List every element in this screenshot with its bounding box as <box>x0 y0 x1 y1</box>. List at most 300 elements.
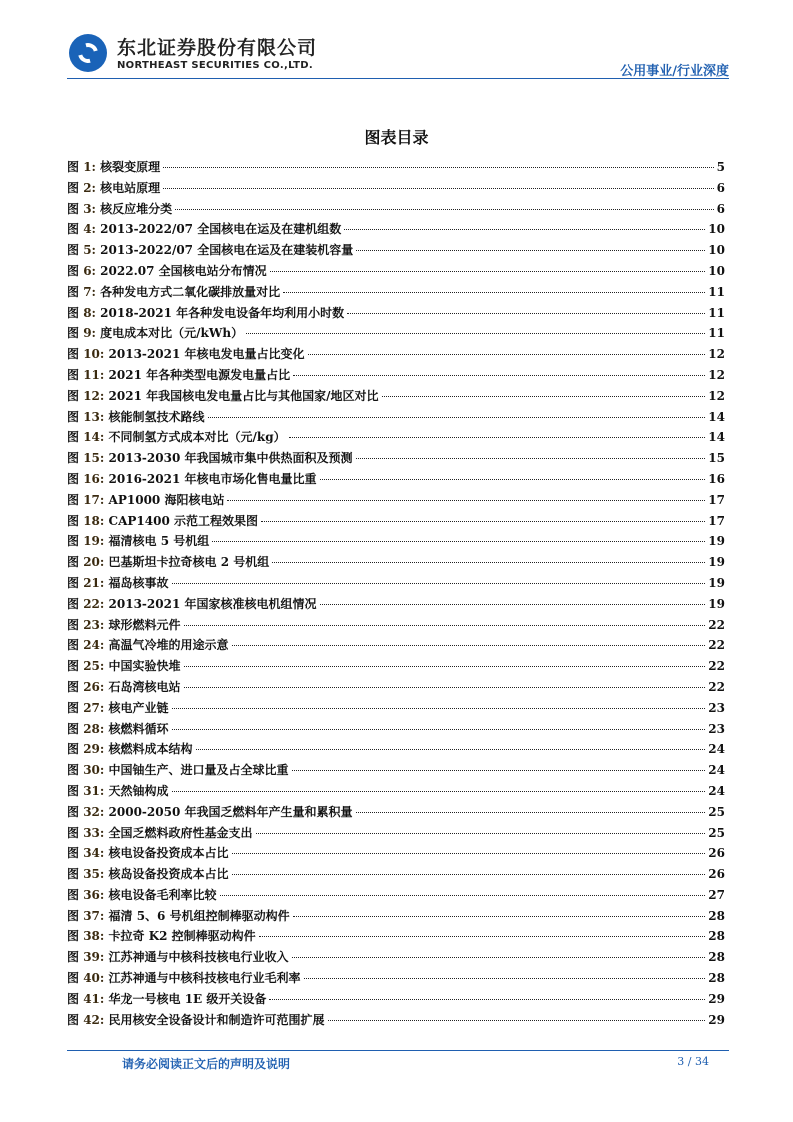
toc-entry[interactable] <box>67 449 725 470</box>
entry-title: 核电设备投资成本占比 <box>108 846 229 861</box>
entry-label <box>67 200 172 217</box>
entry-page: 12 <box>708 367 725 382</box>
entry-title: 球形燃料元件 <box>108 617 181 632</box>
entry-number: 2: <box>83 180 96 195</box>
company-name-en: NORTHEAST SECURITIES CO.,LTD. <box>117 60 313 71</box>
toc-entry[interactable] <box>67 428 725 449</box>
dot-leader <box>232 645 706 646</box>
toc-entry[interactable] <box>67 574 725 595</box>
entry-page: 24 <box>708 783 725 798</box>
entry-title: 高温气冷堆的用途示意 <box>108 638 229 653</box>
entry-prefix: 图 <box>67 367 80 382</box>
entry-prefix: 图 <box>67 617 80 632</box>
entry-number: 12: <box>83 388 105 403</box>
dot-leader <box>184 687 706 688</box>
entry-page: 28 <box>708 908 725 923</box>
entry-number: 18: <box>83 513 105 528</box>
entry-prefix: 图 <box>67 263 80 278</box>
entry-prefix: 图 <box>67 1012 80 1027</box>
entry-page: 6 <box>716 180 725 195</box>
entry-page: 29 <box>708 991 725 1006</box>
dot-leader <box>163 167 713 168</box>
dot-leader <box>356 458 706 459</box>
entry-page: 11 <box>708 305 725 320</box>
entry-title: 2013-2030 年我国城市集中供热面积及预测 <box>108 451 353 466</box>
entry-prefix: 图 <box>67 825 80 840</box>
entry-title: 核能制氢技术路线 <box>108 409 205 424</box>
dot-leader <box>293 916 706 917</box>
entry-page: 22 <box>708 659 725 674</box>
entry-label <box>67 387 379 404</box>
toc-entry[interactable] <box>67 720 725 741</box>
entry-number: 26: <box>83 679 105 694</box>
entry-title: 华龙一号核电 1E 级开关设备 <box>108 991 267 1006</box>
toc-entry[interactable] <box>67 366 725 387</box>
entry-prefix: 图 <box>67 700 80 715</box>
entry-number: 41: <box>83 991 105 1006</box>
entry-title: 2018-2021 年各种发电设备年均利用小时数 <box>100 305 345 320</box>
entry-label <box>67 262 267 279</box>
entry-number: 4: <box>83 222 96 237</box>
entry-number: 38: <box>83 929 105 944</box>
toc-entry[interactable] <box>67 657 725 678</box>
toc-entry[interactable] <box>67 262 725 283</box>
entry-prefix: 图 <box>67 555 80 570</box>
entry-prefix: 图 <box>67 201 80 216</box>
company-logo-icon <box>69 34 107 72</box>
entry-label <box>67 969 301 986</box>
toc-entry[interactable] <box>67 345 725 366</box>
entry-prefix: 图 <box>67 492 80 507</box>
entry-page: 10 <box>708 222 725 237</box>
entry-title: 卡拉奇 K2 控制棒驱动构件 <box>108 929 256 944</box>
toc-entry[interactable] <box>67 678 725 699</box>
entry-prefix: 图 <box>67 451 80 466</box>
entry-label <box>67 179 160 196</box>
entry-number: 28: <box>83 721 105 736</box>
entry-label <box>67 345 305 362</box>
entry-title: 2013-2021 年国家核准核电机组情况 <box>108 596 317 611</box>
entry-label <box>67 1011 325 1028</box>
dot-leader <box>212 541 705 542</box>
entry-title: 核燃料循环 <box>108 721 169 736</box>
entry-page: 19 <box>708 534 725 549</box>
toc-entry[interactable] <box>67 470 725 491</box>
entry-page: 28 <box>708 971 725 986</box>
entry-title: 江苏神通与中核科技核电行业收入 <box>108 950 289 965</box>
dot-leader <box>184 625 706 626</box>
entry-title: 2021 年各种类型电源发电量占比 <box>108 367 291 382</box>
entry-label <box>67 907 290 924</box>
entry-title: 2013-2022/07 全国核电在运及在建机组数 <box>100 222 342 237</box>
dot-leader <box>172 729 706 730</box>
dot-leader <box>289 437 706 438</box>
entry-label <box>67 616 181 633</box>
entry-label <box>67 865 229 882</box>
toc-entry[interactable] <box>67 803 725 824</box>
entry-title: 2000-2050 年我国乏燃料年产生量和累积量 <box>108 804 353 819</box>
toc-entry[interactable] <box>67 283 725 304</box>
entry-page: 26 <box>708 867 725 882</box>
entry-title: 巴基斯坦卡拉奇核电 2 号机组 <box>108 555 270 570</box>
dot-leader <box>269 999 705 1000</box>
dot-leader <box>261 521 705 522</box>
toc-entry[interactable] <box>67 886 725 907</box>
entry-number: 23: <box>83 617 105 632</box>
entry-title: 福岛核事故 <box>108 575 169 590</box>
entry-number: 25: <box>83 659 105 674</box>
entry-number: 42: <box>83 1012 105 1027</box>
entry-prefix: 图 <box>67 867 80 882</box>
entry-number: 31: <box>83 783 105 798</box>
toc-entry[interactable] <box>67 824 725 845</box>
entry-title: 核岛设备投资成本占比 <box>108 867 229 882</box>
entry-page: 14 <box>708 430 725 445</box>
entry-label <box>67 449 353 466</box>
entry-label <box>67 720 169 737</box>
toc-entry[interactable] <box>67 636 725 657</box>
entry-prefix: 图 <box>67 638 80 653</box>
entry-number: 9: <box>83 326 96 341</box>
entry-title: 中国铀生产、进口量及占全球比重 <box>108 763 289 778</box>
dot-leader <box>172 791 706 792</box>
entry-prefix: 图 <box>67 347 80 362</box>
entry-number: 1: <box>83 160 96 174</box>
page-title: 图表目录 <box>364 128 429 147</box>
entry-number: 30: <box>83 763 105 778</box>
entry-prefix: 图 <box>67 659 80 674</box>
toc-entry[interactable] <box>67 865 725 886</box>
entry-page: 22 <box>708 638 725 653</box>
entry-page: 5 <box>716 160 725 174</box>
dot-leader <box>347 313 705 314</box>
entry-number: 11: <box>83 367 105 382</box>
toc-entry[interactable] <box>67 158 725 179</box>
entry-page: 12 <box>708 347 725 362</box>
entry-title: 江苏神通与中核科技核电行业毛利率 <box>108 971 301 986</box>
entry-title: 2013-2021 年核电发电量占比变化 <box>108 347 305 362</box>
entry-page: 24 <box>708 763 725 778</box>
entry-prefix: 图 <box>67 180 80 195</box>
entry-label <box>67 657 181 674</box>
entry-page: 28 <box>708 950 725 965</box>
dot-leader <box>172 708 706 709</box>
dot-leader <box>283 292 705 293</box>
entry-number: 13: <box>83 409 105 424</box>
entry-title: 核电站原理 <box>100 180 161 195</box>
entry-number: 40: <box>83 971 105 986</box>
toc-entry[interactable] <box>67 512 725 533</box>
entry-page: 19 <box>708 575 725 590</box>
entry-label <box>67 220 341 237</box>
entry-number: 10: <box>83 347 105 362</box>
dot-leader <box>344 229 705 230</box>
entry-title: 民用核安全设备设计和制造许可范围扩展 <box>108 1012 325 1027</box>
entry-number: 36: <box>83 887 105 902</box>
entry-label <box>67 782 169 799</box>
entry-title: 核电产业链 <box>108 700 169 715</box>
dot-leader <box>259 936 706 937</box>
entry-prefix: 图 <box>67 284 80 299</box>
entry-page: 23 <box>708 721 725 736</box>
entry-title: 核燃料成本结构 <box>108 742 193 757</box>
entry-label <box>67 948 289 965</box>
entry-number: 22: <box>83 596 105 611</box>
entry-label <box>67 844 229 861</box>
entry-prefix: 图 <box>67 929 80 944</box>
entry-page: 14 <box>708 409 725 424</box>
entry-number: 21: <box>83 575 105 590</box>
entry-title: AP1000 海阳核电站 <box>108 492 225 507</box>
dot-leader <box>272 562 705 563</box>
entry-page: 11 <box>708 284 725 299</box>
entry-label <box>67 699 169 716</box>
entry-number: 39: <box>83 950 105 965</box>
dot-leader <box>382 396 706 397</box>
entry-title: CAP1400 示范工程效果图 <box>108 513 258 528</box>
toc-entry[interactable] <box>67 387 725 408</box>
dot-leader <box>196 749 706 750</box>
entry-title: 福清核电 5 号机组 <box>108 534 210 549</box>
entry-prefix: 图 <box>67 971 80 986</box>
toc-entry[interactable] <box>67 241 725 262</box>
entry-number: 16: <box>83 471 105 486</box>
entry-page: 22 <box>708 617 725 632</box>
entry-title: 中国实验快堆 <box>108 659 181 674</box>
entry-label <box>67 574 169 591</box>
toc-entry[interactable] <box>67 782 725 803</box>
entry-prefix: 图 <box>67 243 80 258</box>
entry-title: 不同制氢方式成本对比（元/kg） <box>108 430 286 445</box>
entry-title: 天然铀构成 <box>108 783 169 798</box>
entry-page: 19 <box>708 596 725 611</box>
entry-label <box>67 241 353 258</box>
dot-leader <box>184 666 706 667</box>
dot-leader <box>256 833 706 834</box>
entry-label <box>67 283 280 300</box>
page-footer <box>67 1050 729 1071</box>
entry-title: 2022.07 全国核电站分布情况 <box>100 263 267 278</box>
entry-page: 25 <box>708 825 725 840</box>
toc-entry[interactable] <box>67 927 725 948</box>
entry-number: 17: <box>83 492 105 507</box>
company-name-cn: 东北证券股份有限公司 <box>117 37 318 59</box>
entry-prefix: 图 <box>67 388 80 403</box>
entry-prefix: 图 <box>67 513 80 528</box>
dot-leader <box>292 957 706 958</box>
entry-number: 27: <box>83 700 105 715</box>
toc-entry[interactable] <box>67 200 725 221</box>
entry-label <box>67 636 229 653</box>
entry-number: 7: <box>83 284 96 299</box>
entry-prefix: 图 <box>67 326 80 341</box>
entry-page: 25 <box>708 804 725 819</box>
entry-prefix: 图 <box>67 575 80 590</box>
entry-label <box>67 324 243 341</box>
entry-label <box>67 304 344 321</box>
entry-prefix: 图 <box>67 950 80 965</box>
disclaimer-note: 请务必阅读正文后的声明及说明 <box>122 1057 291 1071</box>
entry-number: 5: <box>83 243 96 258</box>
entry-page: 29 <box>708 1012 725 1027</box>
entry-label <box>67 408 205 425</box>
toc-entry[interactable] <box>67 761 725 782</box>
entry-prefix: 图 <box>67 430 80 445</box>
toc-entry[interactable] <box>67 699 725 720</box>
entry-title: 核反应堆分类 <box>100 201 173 216</box>
entry-page: 22 <box>708 679 725 694</box>
entry-page: 12 <box>708 388 725 403</box>
toc-entry[interactable] <box>67 532 725 553</box>
entry-title: 2016-2021 年核电市场化售电量比重 <box>108 471 317 486</box>
entry-page: 15 <box>708 451 725 466</box>
entry-number: 14: <box>83 430 105 445</box>
entry-prefix: 图 <box>67 908 80 923</box>
dot-leader <box>232 853 706 854</box>
entry-number: 3: <box>83 201 96 216</box>
entry-page: 17 <box>708 513 725 528</box>
entry-page: 10 <box>708 263 725 278</box>
entry-title: 核裂变原理 <box>100 160 161 174</box>
entry-title: 度电成本对比（元/kWh） <box>100 326 244 341</box>
entry-label <box>67 803 353 820</box>
report-category: 公用事业/行业深度 <box>620 64 729 79</box>
entry-prefix: 图 <box>67 222 80 237</box>
toc-entry[interactable] <box>67 990 725 1011</box>
entry-label <box>67 366 290 383</box>
entry-title: 各种发电方式二氧化碳排放量对比 <box>100 284 281 299</box>
entry-prefix: 图 <box>67 596 80 611</box>
toc-entry[interactable] <box>67 220 725 241</box>
entry-label <box>67 553 269 570</box>
entry-title: 福清 5、6 号机组控制棒驱动构件 <box>108 908 290 923</box>
dot-leader <box>220 895 706 896</box>
entry-label <box>67 491 224 508</box>
entry-prefix: 图 <box>67 887 80 902</box>
entry-label <box>67 532 209 549</box>
page-number: 3 / 34 <box>677 1055 709 1068</box>
entry-prefix: 图 <box>67 471 80 486</box>
entry-page: 6 <box>716 201 725 216</box>
toc-entry[interactable] <box>67 969 725 990</box>
entry-prefix: 图 <box>67 742 80 757</box>
entry-label <box>67 824 253 841</box>
toc-entry[interactable] <box>67 948 725 969</box>
dot-leader <box>308 354 706 355</box>
entry-label <box>67 158 160 175</box>
entry-prefix: 图 <box>67 409 80 424</box>
entry-page: 11 <box>708 326 725 341</box>
entry-page: 17 <box>708 492 725 507</box>
toc-entry[interactable] <box>67 324 725 345</box>
dot-leader <box>356 250 705 251</box>
entry-prefix: 图 <box>67 679 80 694</box>
toc-entry[interactable] <box>67 740 725 761</box>
entry-number: 32: <box>83 804 105 819</box>
entry-prefix: 图 <box>67 846 80 861</box>
entry-label <box>67 990 266 1007</box>
entry-label <box>67 886 217 903</box>
dot-leader <box>304 978 706 979</box>
entry-page: 23 <box>708 700 725 715</box>
toc-entry[interactable] <box>67 491 725 512</box>
dot-leader <box>227 500 705 501</box>
dot-leader <box>293 375 705 376</box>
entry-number: 15: <box>83 451 105 466</box>
dot-leader <box>320 604 706 605</box>
entry-title: 石岛湾核电站 <box>108 679 181 694</box>
entry-title: 2021 年我国核电发电量占比与其他国家/地区对比 <box>108 388 379 403</box>
entry-title: 核电设备毛利率比较 <box>108 887 217 902</box>
toc-entry[interactable] <box>67 179 725 200</box>
entry-label <box>67 428 286 445</box>
entry-number: 29: <box>83 742 105 757</box>
entry-number: 19: <box>83 534 105 549</box>
entry-page: 10 <box>708 243 725 258</box>
entry-prefix: 图 <box>67 991 80 1006</box>
entry-number: 37: <box>83 908 105 923</box>
entry-page: 26 <box>708 846 725 861</box>
entry-prefix: 图 <box>67 534 80 549</box>
toc-entry[interactable] <box>67 616 725 637</box>
dot-leader <box>208 417 706 418</box>
dot-leader <box>172 583 706 584</box>
entry-prefix: 图 <box>67 721 80 736</box>
dot-leader <box>320 479 706 480</box>
toc-entry[interactable] <box>67 408 725 429</box>
toc-entry[interactable] <box>67 595 725 616</box>
entry-number: 6: <box>83 263 96 278</box>
entry-label <box>67 740 193 757</box>
dot-leader <box>232 874 706 875</box>
dot-leader <box>270 271 706 272</box>
entry-page: 28 <box>708 929 725 944</box>
figure-list <box>67 158 725 1031</box>
entry-label <box>67 927 256 944</box>
entry-prefix: 图 <box>67 160 80 174</box>
dot-leader <box>163 188 713 189</box>
entry-number: 20: <box>83 555 105 570</box>
entry-page: 24 <box>708 742 725 757</box>
dot-leader <box>292 770 706 771</box>
entry-prefix: 图 <box>67 804 80 819</box>
toc-entry[interactable] <box>67 907 725 928</box>
entry-prefix: 图 <box>67 783 80 798</box>
entry-page: 27 <box>708 887 725 902</box>
toc-entry[interactable] <box>67 304 725 325</box>
dot-leader <box>175 209 713 210</box>
dot-leader <box>246 333 705 334</box>
dot-leader <box>328 1020 706 1021</box>
toc-entry[interactable] <box>67 553 725 574</box>
toc-entry[interactable] <box>67 1011 725 1032</box>
entry-label <box>67 761 289 778</box>
entry-prefix: 图 <box>67 305 80 320</box>
entry-page: 16 <box>708 471 725 486</box>
entry-label <box>67 595 317 612</box>
entry-prefix: 图 <box>67 763 80 778</box>
entry-title: 全国乏燃料政府性基金支出 <box>108 825 253 840</box>
entry-label <box>67 678 181 695</box>
page-header <box>67 32 729 79</box>
entry-number: 34: <box>83 846 105 861</box>
entry-number: 33: <box>83 825 105 840</box>
entry-label <box>67 470 317 487</box>
entry-label <box>67 512 258 529</box>
entry-number: 35: <box>83 867 105 882</box>
entry-title: 2013-2022/07 全国核电在运及在建装机容量 <box>100 243 354 258</box>
toc-entry[interactable] <box>67 844 725 865</box>
